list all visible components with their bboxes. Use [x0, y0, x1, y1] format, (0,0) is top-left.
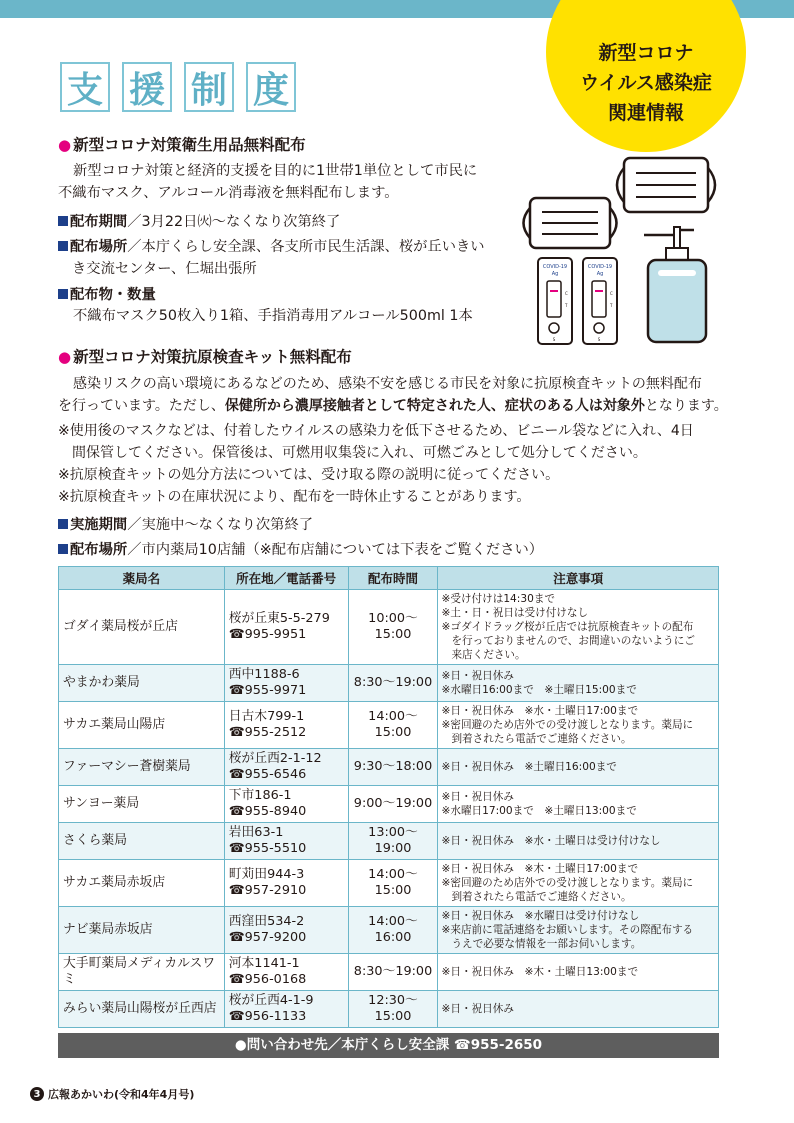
address-cell — [224, 823, 348, 860]
note-line: ※水曜日17:00まで ※土曜日13:00まで — [441, 805, 637, 817]
pharmacy-name-cell — [59, 590, 225, 665]
pharmacy-name-cell — [59, 665, 225, 702]
notes-cell — [438, 702, 719, 749]
note-line: ※土・日・祝日は受け付けなし — [441, 607, 589, 619]
publication-label: 広報あかいわ(令和4年4月号) — [48, 1088, 195, 1101]
col-header-notes: 注意事項 — [438, 567, 719, 590]
section2-note-1-cont: 間保管してください。保管後は、可燃用収集袋に入れ、可燃ごみとして処分してください。 — [72, 445, 647, 461]
hours: 8:30～19:00 — [353, 964, 433, 979]
hours-cell — [348, 786, 438, 823]
notes-cell — [438, 991, 719, 1028]
section1-items-value: 不織布マスク50枚入り1箱、手指消毒用アルコール500ml 1本 — [73, 308, 473, 324]
address-cell — [224, 702, 348, 749]
antigen-test-kit-icon — [538, 258, 572, 344]
svg-text:COVID-19: COVID-19 — [542, 264, 568, 270]
notes-cell — [438, 907, 719, 954]
notes-cell — [438, 786, 719, 823]
section1-place: 配布場所／本庁くらし安全課、各支所市民生活課、桜が丘いきい — [58, 236, 485, 258]
covid-info-badge — [546, 0, 746, 152]
page-number-badge: 3 — [30, 1087, 44, 1101]
section2-period: 実施期間／実施中～なくなり次第終了 — [58, 514, 313, 536]
pharmacy-name: サカエ薬局山陽店 — [63, 717, 166, 732]
address: 岩田63-1 — [228, 825, 284, 840]
svg-text:COVID-19: COVID-19 — [587, 264, 613, 270]
table-row — [59, 954, 719, 991]
table-row — [59, 823, 719, 860]
supplies-illustration — [516, 150, 744, 350]
section1-period: 配布期間／3月22日㈫～なくなり次第終了 — [58, 211, 340, 233]
section1-place-cont: き交流センター、仁堀出張所 — [72, 261, 257, 277]
phone-number: ☎955-2512 — [228, 725, 307, 740]
section2-place: 配布場所／市内薬局10店舗（※配布店舗については下表をご覧ください） — [58, 539, 543, 561]
table-header-row — [59, 567, 719, 590]
phone-number: ☎995-9951 — [228, 627, 307, 642]
notes-cell — [438, 860, 719, 907]
hours: 12:30～15:00 — [368, 993, 418, 1024]
address: 町苅田944-3 — [228, 867, 305, 882]
hours: 9:00～19:00 — [353, 796, 433, 811]
badge-line-3: 関連情報 — [607, 102, 684, 124]
note-line: を行っておりませんので、お間違いのないようにご — [451, 635, 695, 647]
page-number — [30, 1086, 194, 1102]
phone-number: ☎956-1133 — [228, 1009, 307, 1024]
badge-line-1: 新型コロナ — [598, 42, 694, 64]
note-line: 来店ください。 — [451, 649, 526, 661]
phone-number: ☎955-6546 — [228, 767, 307, 782]
pharmacy-name: やまかわ薬局 — [63, 675, 140, 690]
address: 下市186-1 — [228, 788, 292, 803]
phone-number: ☎957-2910 — [228, 883, 307, 898]
pharmacy-name-cell — [59, 749, 225, 786]
table-row — [59, 860, 719, 907]
pharmacy-name: みらい薬局山陽桜が丘西店 — [63, 1001, 217, 1016]
table-row — [59, 590, 719, 665]
section2-note-3: ※抗原検査キットの在庫状況により、配布を一時休止することがあります。 — [58, 489, 531, 505]
pharmacy-name-cell — [59, 823, 225, 860]
note-line: ※日・祝日休み ※木・土曜日13:00まで — [441, 966, 639, 978]
svg-text:S: S — [552, 337, 556, 342]
address: 桜が丘西4-1-9 — [228, 993, 314, 1008]
hours: 8:30～19:00 — [353, 675, 433, 690]
hours-cell — [348, 991, 438, 1028]
hours: 14:00～16:00 — [368, 914, 418, 945]
pharmacy-table — [58, 566, 719, 1028]
hours-cell — [348, 823, 438, 860]
badge-line-2: ウイルス感染症 — [580, 72, 712, 94]
notes-cell — [438, 954, 719, 991]
pharmacy-name-cell — [59, 702, 225, 749]
phone-number: ☎956-0168 — [228, 972, 307, 987]
address-cell — [224, 590, 348, 665]
notes-cell — [438, 823, 719, 860]
svg-text:C: C — [610, 291, 613, 296]
note-line: ※密回避のため店外での受け渡しとなります。薬局に — [441, 719, 694, 731]
address: 桜が丘西2-1-12 — [228, 751, 322, 766]
note-line: ※日・祝日休み — [441, 670, 514, 682]
pharmacy-name: サンヨー薬局 — [63, 796, 140, 811]
phone-number: ☎955-9971 — [228, 683, 307, 698]
note-line: ※ゴダイドラッグ桜が丘店では抗原検査キットの配布 — [441, 621, 694, 633]
pharmacy-name-cell — [59, 860, 225, 907]
title-char: 制 — [184, 62, 234, 112]
phone-number: ☎957-9200 — [228, 930, 307, 945]
address-cell — [224, 665, 348, 702]
hours-cell — [348, 907, 438, 954]
address-cell — [224, 860, 348, 907]
hours: 13:00～19:00 — [368, 825, 418, 856]
svg-text:Ag: Ag — [596, 271, 604, 277]
note-line: ※日・祝日休み ※木・土曜日17:00まで — [441, 863, 639, 875]
note-line: ※来店前に電話連絡をお願いします。その際配布する — [441, 924, 694, 936]
address-cell — [224, 907, 348, 954]
table-row — [59, 991, 719, 1028]
mask-icon — [617, 158, 715, 212]
col-header-pharmacy: 薬局名 — [59, 567, 225, 590]
note-line: ※日・祝日休み — [441, 791, 514, 803]
address-cell — [224, 991, 348, 1028]
pharmacy-name-cell — [59, 786, 225, 823]
col-header-hours: 配布時間 — [348, 567, 438, 590]
table-row — [59, 702, 719, 749]
address: 西窪田534-2 — [228, 914, 305, 929]
svg-text:S: S — [597, 337, 601, 342]
col-header-address: 所在地／電話番号 — [224, 567, 348, 590]
note-line: ※日・祝日休み ※水・土曜日は受け付けなし — [441, 835, 661, 847]
address-cell — [224, 954, 348, 991]
pharmacy-name: さくら薬局 — [63, 833, 127, 848]
table-row — [59, 749, 719, 786]
section2-note-2: ※抗原検査キットの処分方法については、受け取る際の説明に従ってください。 — [58, 467, 560, 483]
section1-body-1: 新型コロナ対策と経済的支援を目的に1世帯1単位として市民に — [73, 163, 478, 179]
page-title — [60, 62, 296, 112]
hours: 9:30～18:00 — [353, 759, 433, 774]
title-char: 支 — [60, 62, 110, 112]
section2-body-2: を行っています。ただし、保健所から濃厚接触者として特定された人、症状のある人は対象外となります。 — [58, 398, 728, 414]
hours-cell — [348, 860, 438, 907]
pharmacy-name-cell — [59, 907, 225, 954]
svg-text:C: C — [565, 291, 568, 296]
table-row — [59, 786, 719, 823]
notes-cell — [438, 749, 719, 786]
phone-number: ☎955-5510 — [228, 841, 307, 856]
address: 桜が丘東5-5-279 — [228, 611, 330, 626]
note-line: ※日・祝日休み ※土曜日16:00まで — [441, 761, 617, 773]
phone-number: ☎955-8940 — [228, 804, 307, 819]
section2-body-1: 感染リスクの高い環境にあるなどのため、感染不安を感じる市民を対象に抗原検査キットの無料配布 — [73, 376, 702, 392]
address: 日古木799-1 — [228, 709, 305, 724]
sanitizer-bottle-icon — [644, 227, 706, 342]
address-cell — [224, 749, 348, 786]
note-line: ※日・祝日休み ※水曜日は受け付けなし — [441, 910, 640, 922]
notes-cell — [438, 590, 719, 665]
note-line: ※水曜日16:00まで ※土曜日15:00まで — [441, 684, 637, 696]
hours-cell — [348, 702, 438, 749]
mask-icon — [524, 198, 617, 248]
address: 河本1141-1 — [228, 956, 300, 971]
note-line: うえで必要な情報を一部お伺いします。 — [451, 938, 642, 950]
pharmacy-name-cell — [59, 991, 225, 1028]
pharmacy-name: サカエ薬局赤坂店 — [63, 875, 166, 890]
svg-text:T: T — [565, 303, 568, 308]
section1-heading: ● 新型コロナ対策衛生用品無料配布 — [58, 136, 306, 154]
section1-items-label: 配布物・数量 — [58, 284, 156, 306]
note-line: ※日・祝日休み ※水・土曜日17:00まで — [441, 705, 639, 717]
section2-note-1: ※使用後のマスクなどは、付着したウイルスの感染力を低下させるため、ビニール袋などに入れ、4日 — [58, 423, 694, 439]
hours: 14:00～15:00 — [368, 867, 418, 898]
note-line: 到着されたら電話でご連絡ください。 — [451, 733, 632, 745]
pharmacy-name: ナビ薬局赤坂店 — [63, 922, 153, 937]
hours: 14:00～15:00 — [368, 709, 418, 740]
notes-cell — [438, 665, 719, 702]
pharmacy-name: ファーマシー蒼樹薬局 — [63, 759, 191, 774]
hours-cell — [348, 954, 438, 991]
note-line: ※日・祝日休み — [441, 1003, 514, 1015]
address-cell — [224, 786, 348, 823]
table-row — [59, 907, 719, 954]
hours-cell — [348, 590, 438, 665]
svg-text:Ag: Ag — [551, 271, 559, 277]
antigen-test-kit-icon — [583, 258, 617, 344]
note-line: 到着されたら電話でご連絡ください。 — [451, 891, 632, 903]
hours-cell — [348, 749, 438, 786]
svg-text:T: T — [610, 303, 613, 308]
note-line: ※密回避のため店外での受け渡しとなります。薬局に — [441, 877, 694, 889]
hours: 10:00～15:00 — [368, 611, 418, 642]
table-row — [59, 665, 719, 702]
address: 西中1188-6 — [228, 667, 300, 682]
pharmacy-name-cell — [59, 954, 225, 991]
pharmacy-name: ゴダイ薬局桜が丘店 — [63, 619, 178, 634]
title-char: 援 — [122, 62, 172, 112]
title-char: 度 — [246, 62, 296, 112]
note-line: ※受け付けは14:30まで — [441, 593, 556, 605]
hours-cell — [348, 665, 438, 702]
section1-body-2: 不織布マスク、アルコール消毒液を無料配布します。 — [58, 185, 399, 201]
section2-heading: ● 新型コロナ対策抗原検査キット無料配布 — [58, 348, 352, 366]
contact-footer: ●問い合わせ先／本庁くらし安全課 ☎955-2650 — [58, 1033, 719, 1058]
pharmacy-name: 大手町薬局メディカルスワミ — [63, 956, 216, 987]
